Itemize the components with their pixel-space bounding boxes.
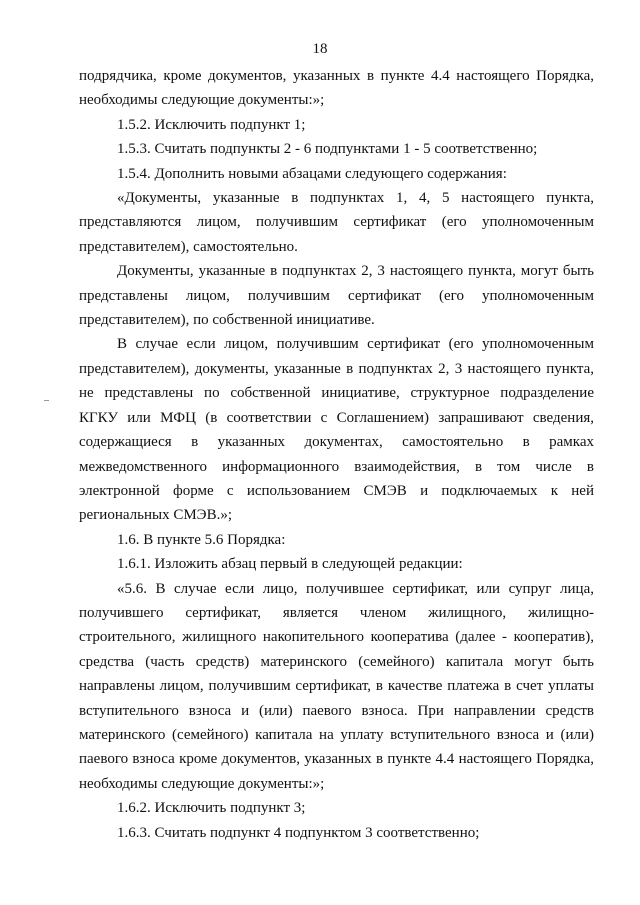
paragraph-1-6-3: 1.6.3. Считать подпункт 4 подпунктом 3 соответственно; — [117, 824, 480, 841]
paragraph-1-5-2: 1.5.2. Исключить подпункт 1; — [117, 116, 306, 133]
paragraph-1-6: 1.6. В пункте 5.6 Порядка: — [117, 531, 286, 548]
paragraph-1-6-2: 1.6.2. Исключить подпункт 3; — [117, 800, 306, 817]
paragraph-1-5-3: 1.5.3. Считать подпункты 2 - 6 подпунктами 1 - 5 соответственно; — [117, 141, 538, 158]
paragraph-interagency-request: В случае если лицом, получившим сертификат (его уполномоченным представителем), документы, указанные в подпунктах 2, 3 настоящего пункта, не представлены по собственной инициативе, структурное подразделение КГКУ или МФЦ (в соответствии с Соглашением) запрашивают сведения, содержащиеся в указанных документах, самостоятельно в рамках межведомственного информационного взаимодействия, в том числе в электронной форме с использованием СМЭВ и подключаемых к ней региональных СМЭВ.»; — [79, 336, 594, 524]
paragraph-documents-self: «Документы, указанные в подпунктах 1, 4, 5 настоящего пункта, представляются лицом, получившим сертификат (его уполномоченным представителем), самостоятельно. — [79, 190, 594, 255]
document-body — [79, 64, 594, 845]
paragraph-1-5-4: 1.5.4. Дополнить новыми абзацами следующего содержания: — [117, 165, 507, 182]
margin-mark — [44, 400, 49, 401]
paragraph-1-6-1: 1.6.1. Изложить абзац первый в следующей редакции: — [117, 556, 463, 573]
paragraph-documents-initiative: Документы, указанные в подпунктах 2, 3 настоящего пункта, могут быть представлены лицом, получившим сертификат (его уполномоченным представителем), по собственной инициативе. — [79, 263, 594, 329]
paragraph-5-6: «5.6. В случае если лицо, получившее сертификат, или супруг лица, получившего сертификат, является членом жилищного, жилищно-строительного, жилищного накопительного кооператива (далее - кооператив), средства (часть средств) материнского (семейного) капитала могут быть направлены лицом, получившим сертификат, в качестве платежа в счет уплаты вступительного взноса и (или) паевого взноса. При направлении средств материнского (семейного) капитала на уплату вступительного взноса и (или) паевого взноса кроме документов, указанных в пункте 4.4 настоящего Порядка, необходимы следующие документы:»; — [79, 580, 594, 792]
paragraph-continuation: подрядчика, кроме документов, указанных в пункте 4.4 настоящего Порядка, необходимы следующие документы:»; — [79, 68, 594, 109]
page-number: 18 — [312, 41, 328, 57]
